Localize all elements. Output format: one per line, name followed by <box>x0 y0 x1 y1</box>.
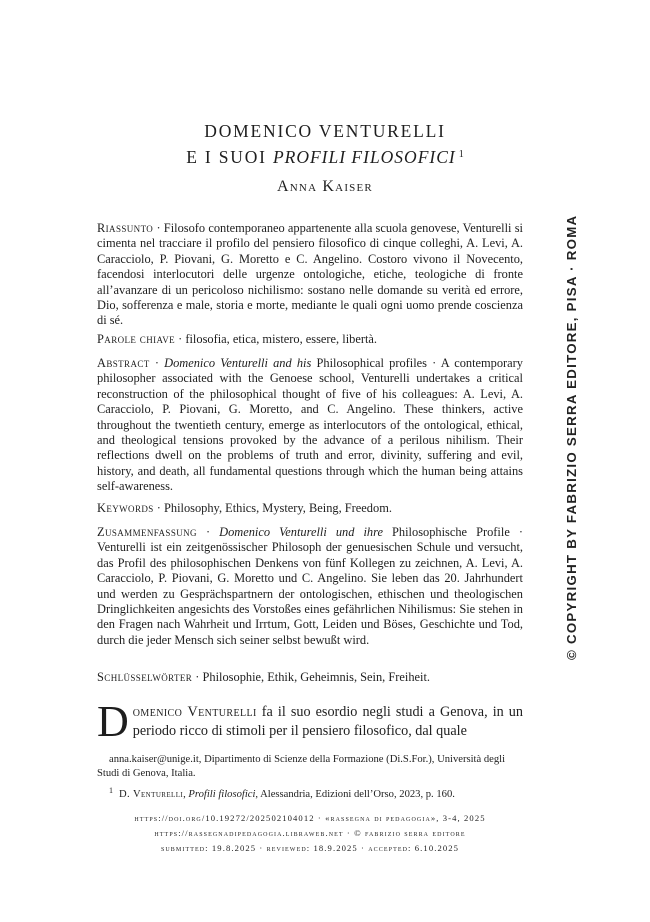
parole-chiave-text: filosofia, etica, mistero, essere, libertà. <box>185 332 377 346</box>
abstract-title-roman: Philosophical profiles <box>311 356 427 370</box>
drop-cap: D <box>97 697 129 746</box>
parole-chiave-section <box>97 332 523 347</box>
article-title-line1: DOMENICO VENTURELLI <box>204 121 446 141</box>
abstract-section <box>97 356 523 495</box>
footnote-title: Profili filosofici <box>188 789 256 800</box>
website-line[interactable]: https://rassegnadipedagogia.libraweb.net · © fabrizio serra editore <box>154 828 466 838</box>
schluesselwoerter-label: Schlüsselwörter <box>97 670 193 684</box>
separator: · <box>192 670 203 684</box>
title-footnote-marker[interactable]: 1 <box>458 149 464 160</box>
keywords-label: Keywords <box>97 501 154 515</box>
schluesselwoerter-section <box>97 670 523 685</box>
separator: · <box>153 501 164 515</box>
zusammenfassung-section <box>97 525 523 648</box>
separator: · <box>153 221 164 235</box>
zusammenfassung-title-roman: Philosophische Profile <box>382 525 510 539</box>
footnote-marker: 1 <box>109 786 113 795</box>
author-affiliation-note: anna.kaiser@unige.it, Dipartimento di Scienze della Formazione (Di.S.For.), Università degli Studi di Genova, Italia. <box>97 754 506 779</box>
separator: · <box>175 332 186 346</box>
article-title-line2 <box>0 145 650 167</box>
zusammenfassung-label: Zusammenfassung <box>97 525 197 539</box>
abstract-title-italic: Domenico Venturelli and his <box>164 356 312 370</box>
separator: · <box>426 356 441 370</box>
separator: · <box>149 356 165 370</box>
title-italic: PROFILI FILOSOFICI <box>272 147 456 167</box>
schluesselwoerter-text: Philosophie, Ethik, Geheimnis, Sein, Freiheit. <box>202 670 431 684</box>
body-text: fa il suo esordio negli studi a Genova, in un periodo ricco di stimoli per il pensiero filosofico, dal quale <box>132 704 523 739</box>
doi-line[interactable]: https://doi.org/10.19272/202502104012 · «rassegna di pedagogia», 3-4, 2025 <box>134 813 486 823</box>
footnote-rest: , Alessandria, Edizioni dell’Orso, 2023, p. 160. <box>255 789 455 800</box>
abstract-label: Abstract <box>97 356 150 370</box>
separator: · <box>196 525 220 539</box>
title-prefix: E I SUOI <box>186 147 273 167</box>
footnote-author: D. Venturelli <box>119 789 184 800</box>
keywords-text: Philosophy, Ethics, Mystery, Being, Freedom. <box>163 501 392 515</box>
body-author-name: omenico Venturelli <box>132 704 257 720</box>
parole-chiave-label: Parole chiave <box>97 332 176 346</box>
riassunto-label: Riassunto <box>97 221 154 235</box>
body-paragraph <box>97 697 523 746</box>
zusammenfassung-title-italic: Domenico Venturelli und ihre <box>219 525 383 539</box>
copyright-sidebar: © COPYRIGHT BY FABRIZIO SERRA EDITORE, PISA · ROMA <box>564 214 579 660</box>
footnote-1 <box>97 784 523 802</box>
footnote-sep: , <box>183 789 189 800</box>
abstract-text: A contemporary philosopher associated with the Genoese school, Venturelli undertakes a critical reconstruction of the philosophical thought of five of his colleagues: A. Levi, A. Caracciolo, P. Piovani, G. Moretto, and C. Angelino. These thinkers, active throughout the twentieth century, emerge as interlocutors of the ontological, ethical, and theological tensions provoked by the advance of a perilous nihilism. Their reflections dwell on the problems of truth and error, divinity, suffering and evil, history, and death, all fundamental questions through which the human being attains self-awareness. <box>97 356 524 494</box>
riassunto-section <box>97 221 523 329</box>
separator: · <box>509 525 523 539</box>
keywords-section <box>97 501 523 516</box>
zusammenfassung-text: Venturelli ist ein zeitgenössischer Philosoph der genuesischen Schule und versucht, das Profil des philosophischen Denkens von fünf Kollegen zu zeichnen, A. Levi, A. Caracciolo, P. Piovani, G. Moretto und C. Angelino. Sie leben das 20. Jahrhundert und werden zu Gesprächspartnern der ontologischen, ethischen und theologischen Dringlichkeiten angesichts des Vorstoßes eines gefährlichen Nihilismus: Sie stehen in den Fragen nach Wahrheit und Irrtum, Gott, Leiden und Böses, Geschichte und Tod, durch die jeder Mensch sich seiner selbst bewußt wird. <box>97 540 523 647</box>
submission-dates: submitted: 19.8.2025 · reviewed: 18.9.2025 · accepted: 6.10.2025 <box>160 843 460 853</box>
riassunto-text: Filosofo contemporaneo appartenente alla scuola genovese, Venturelli si cimenta nel tracciare il profilo del pensiero filosofico di cinque colleghi, A. Levi, A. Caracciolo, P. Piovani, G. Moretto e C. Angelino. Costoro vivono il Novecento, facendosi interlocutori delle urgenze ontologiche, etiche, teologiche di fronte all’avanzare di un pericoloso nichilismo: sostano nelle domande su verità ed errore, Dio, sofferenza e male, storia e morte, mediante le quali ogni uomo prende coscienza di sé. <box>97 221 523 328</box>
author-name: Anna Kaiser <box>277 178 373 195</box>
